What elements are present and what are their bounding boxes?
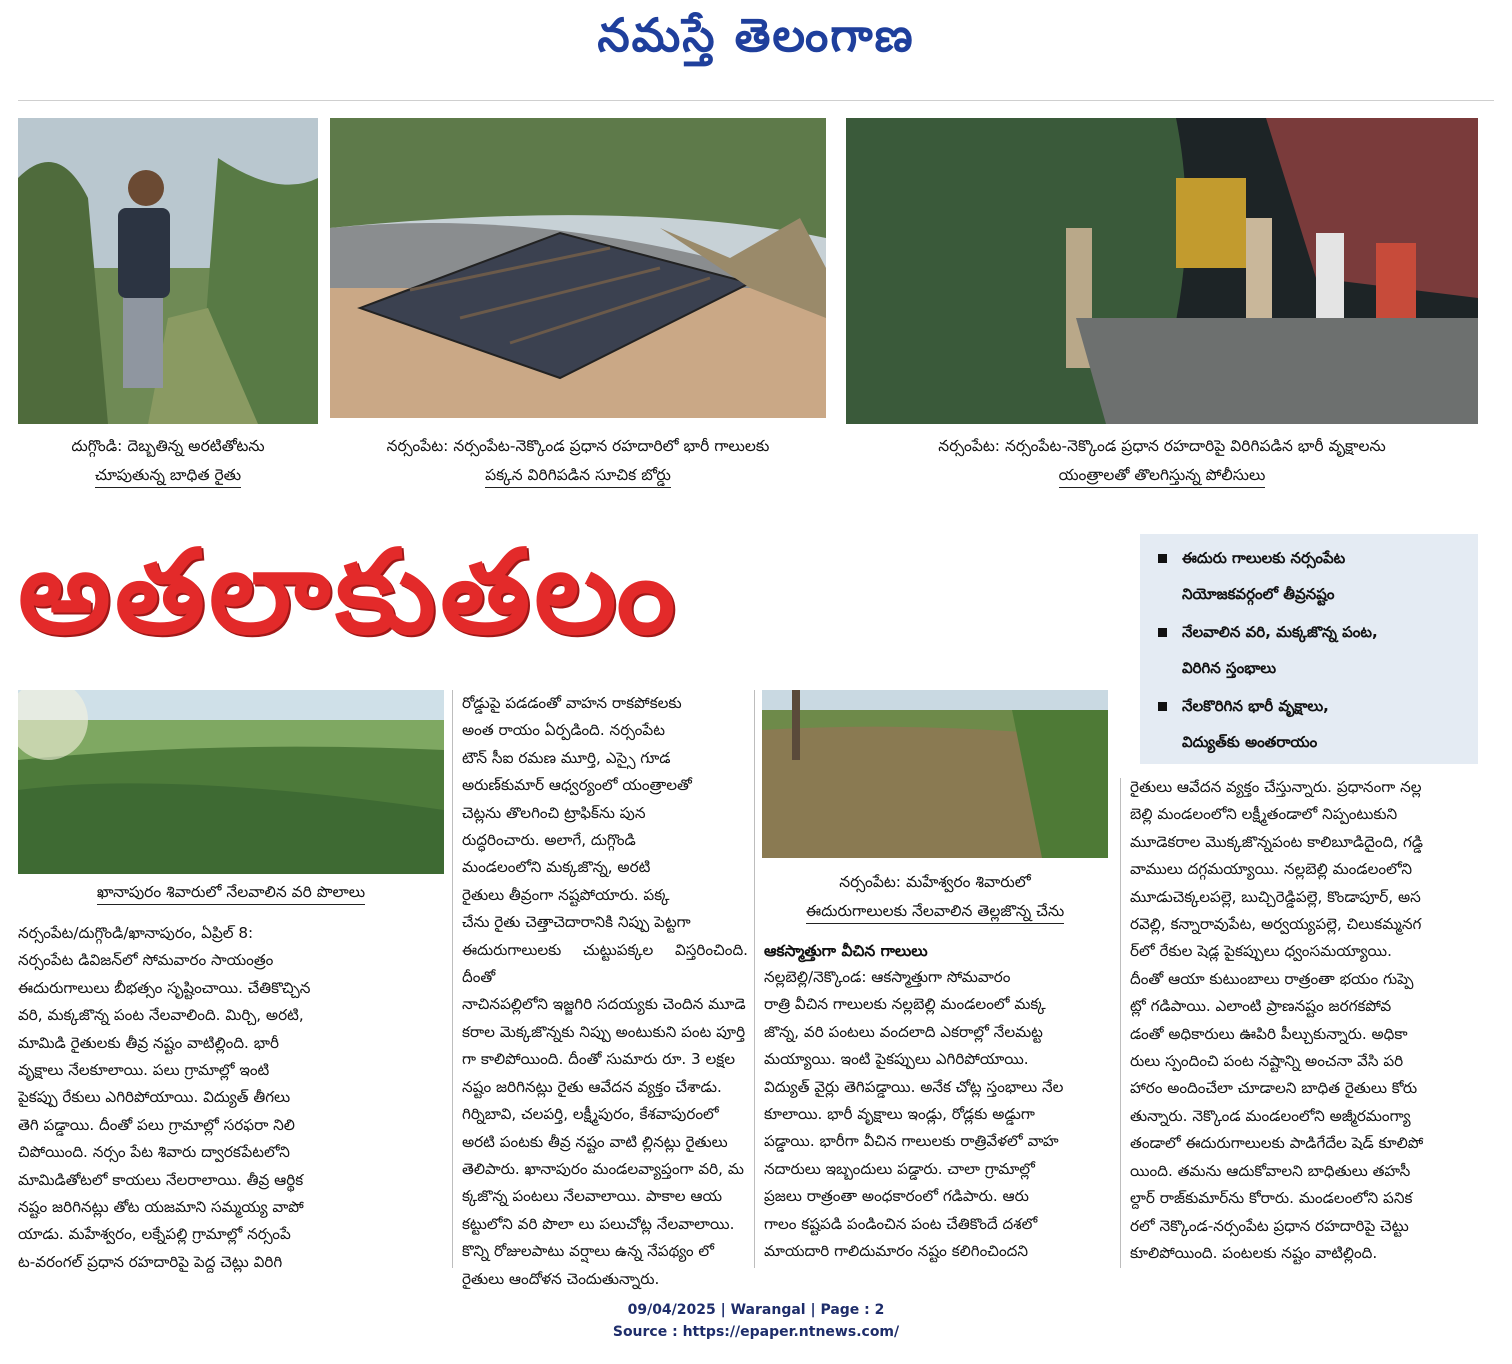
- article-column-3: నల్లబెల్లి/నెక్కొండ: ఆకస్మాత్తుగా సోమవారం రాత్రి వీచిన గాలులకు నల్లబెల్లి మండలంలో మక్క జొన్న, వరి పంటలు వందలాది ఎకరాల్లో నేలమట్ట మయ్యాయి. ఇంటి పైకప్పులు ఎగిరిపోయాయి. విద్యుత్ వైర్లు తెగిపడ్డాయి. అనేక చోట్ల స్తంభాలు నేల కూలాయి. భారీ వృక్షాలు ఇండ్లు, రోడ్లకు అడ్డుగా పడ్డాయి. భారీగా వీచిన గాలులకు రాత్రివేళలో వాహ నదారులు ఇబ్బందులు పడ్డారు. చాలా గ్రామాల్లో ప్రజలు రాత్రంతా అంధకారంలో గడిపారు. ఆరు గాలం కష్టపడి పండించిన పంట చేతికొందే దశలో మాయదారి గాలిదుమారం నష్టం కలిగించిందని: [764, 968, 1064, 1261]
- caption-photo-3: నర్సంపేట: నర్సంపేట-నెక్కొండ ప్రధాన రహదారిపై విరిగిపడిన భారీ వృక్షాలను యంత్రాలతో తొలగిస్తున్న పోలీసులు: [846, 432, 1478, 490]
- newspaper-masthead: నమస్తే తెలంగాణ: [597, 8, 915, 62]
- bullet-icon: [1158, 628, 1167, 637]
- photo-police-night: [846, 118, 1478, 424]
- highlight-item: నేలకొరిగిన భారీ వృక్షాలు, విద్యుత్‌కు అంతరాయం: [1160, 688, 1470, 760]
- caption-photo-2: నర్సంపేట: నర్సంపేట-నెక్కొండ ప్రధాన రహదారిలో భారీ గాలులకు పక్కన విరిగిపడిన సూచిక బోర్డు: [330, 432, 826, 490]
- column-divider: [754, 690, 755, 1268]
- highlight-item: ఈదురు గాలులకు నర్సంపేట నియోజకవర్గంలో తీవ్రనష్టం: [1160, 540, 1470, 612]
- photo-signboard: [330, 118, 826, 418]
- highlight-item: నేలవాలిన వరి, మక్కజొన్న పంట, విరిగిన స్తంభాలు: [1160, 614, 1470, 686]
- caption-photo-1: దుగ్గొండి: దెబ్బతిన్న అరటితోటను చూపుతున్న బాధిత రైతు: [18, 432, 318, 490]
- photo-farmer: [18, 118, 318, 424]
- article-column-4: రైతులు ఆవేదన వ్యక్తం చేస్తున్నారు. ప్రధానంగా నల్ల బెల్లి మండలంలోని లక్ష్మీతండాలో నిప్పంటుకుని మూడెకరాల మొక్కజొన్నపంట కాలిబూడిదైంది, గడ్డి వాములు దగ్గమయ్యాయి. నల్లబెల్లి మండలంలోని మూడుచెక్కలపల్లె, బుచ్చిరెడ్డిపల్లె, కొండాపూర్, అస రవెల్లి, కన్నారావుపేట, అర్వయ్యపల్లె, చిలుకమ్మనగ ర్‌లో రేకుల షెడ్ల పైకప్పులు ధ్వంసమయ్యాయి. దీంతో ఆయా కుటుంబాలు రాత్రంతా భయం గుప్పె ట్లో గడిపాయి. ఎలాంటి ప్రాణనష్టం జరగకపోవ డంతో అధికారులు ఊపిరి పీల్చుకున్నారు. అధికా రులు స్పందించి పంట నష్టాన్ని అంచనా వేసి పరి హారం అందించేలా చూడాలని బాధిత రైతులు కోరు తున్నారు. నెక్కొండ మండలంలోని అజ్మీరమంగ్యా తండాలో ఈదురుగాలులకు పాడిగేదేల షెడ్ కూలిపో యింది. తమను ఆదుకోవాలని బాధితులు తహసీ ల్దార్ రాజ్‌కుమార్‌ను కోరారు. మండలంలోని పనిక రలో నెక్కొండ-నర్సంపేట ప్రధాన రహదారిపై చెట్టు కూలిపోయింది. పంటలకు నష్టం వాటిల్లింది.: [1130, 778, 1424, 1262]
- photo-jowar-field: [762, 690, 1108, 858]
- article-column-2: రోడ్డుపై పడడంతో వాహన రాకపోకలకు అంత రాయం ఏర్పడింది. నర్సంపేట టౌన్ సీఐ రమణ మూర్తి, ఎస్సై గూడ అరుణ్‌కుమార్ ఆధ్వర్యంలో యంత్రాలతో చెట్లను తొలగించి ట్రాఫిక్‌ను పున రుద్ధరించారు. అలాగే, దుగ్గొండి మండలంలోని మక్కజొన్న, అరటి రైతులు తీవ్రంగా నష్టపోయారు. పక్క చేను రైతు చెత్తాచెదారానికి నిప్పు పెట్టగా ఈదురుగాలులకు చుట్టుపక్కల విస్తరించింది. దీంతో నాచినపల్లిలోని ఇజ్జగిరి సదయ్యకు చెందిన మూడె కరాల మెక్కజొన్నకు నిప్పు అంటుకుని పంట పూర్తి గా కాలిపోయింది. దీంతో సుమారు రూ. 3 లక్షల నష్టం జరిగినట్లు రైతు ఆవేదన వ్యక్తం చేశాడు. గిర్నిబావి, చలపర్తి, లక్ష్మీపురం, కేశవాపురంలో అరటి పంటకు తీవ్ర నష్టం వాటి ల్లినట్లు రైతులు తెలిపారు. ఖానాపురం మండలవ్యాప్తంగా వరి, మ క్కజొన్న పంటలు నేలవాలాయి. పాకాల ఆయ కట్టులోని వరి పొలా లు పలుచోట్ల నేలవాలాయి. కొన్ని రోజులపాటు వర్షాలు ఉన్న నేపథ్యం లో రైతులు ఆందోళన చెందుతున్నారు.: [462, 694, 748, 1288]
- column-divider: [1120, 778, 1121, 1268]
- highlights-box: [1140, 534, 1478, 764]
- photo-paddy-field: [18, 690, 444, 874]
- bullet-icon: [1158, 702, 1167, 711]
- caption-photo-5: నర్సంపేట: మహేశ్వరం శివారులో ఈదురుగాలులకు నేలవాలిన తెల్లజొన్న చేను: [762, 868, 1108, 926]
- article-column-1: నర్సంపేట/దుగ్గొండి/ఖానాపురం, ఏప్రిల్ 8: నర్సంపేట డివిజన్‌లో సోమవారం సాయంత్రం ఈదురుగాలులు బీభత్సం సృష్టించాయి. చేతికొచ్చిన వరి, మక్కజొన్న పంట నేలవాలింది. మిర్చి, అరటి, మామిడి రైతులకు తీవ్ర నష్టం వాటిల్లింది. భారీ వృక్షాలు నేలకూలాయి. పలు గ్రామాల్లో ఇంటి పైకప్పు రేకులు ఎగిరిపోయాయి. విద్యుత్ తీగలు తెగి పడ్డాయి. దీంతో పలు గ్రామాల్లో సరఫరా నిలి చిపోయింది. నర్సం పేట శివారు ద్వారకపేటలోని మామిడితోటలో కాయలు నేలరాలాయి. తీవ్ర ఆర్థిక నష్టం జరిగినట్లు తోట యజమాని సమ్మయ్య వాపో యాడు. మహేశ్వరం, లక్నేపల్లి గ్రామాల్లో నర్సంపే ట-వరంగల్ ప్రధాన రహదారిపై పెద్ద చెట్లు విరిగి: [18, 924, 311, 1271]
- main-headline: అతలాకుతలం: [18, 525, 680, 660]
- bullet-icon: [1158, 554, 1167, 563]
- masthead-divider: [18, 100, 1494, 101]
- footer-date-edition: 09/04/2025 | Warangal | Page : 2: [627, 1302, 885, 1318]
- caption-photo-4: ఖానాపురం శివారులో నేలవాలిన వరి పొలాలు: [18, 878, 444, 907]
- column-divider: [452, 690, 453, 1268]
- subheading: ఆకస్మాత్తుగా వీచిన గాలులు: [764, 942, 928, 960]
- footer-source-link[interactable]: Source : https://epaper.ntnews.com/: [612, 1324, 900, 1340]
